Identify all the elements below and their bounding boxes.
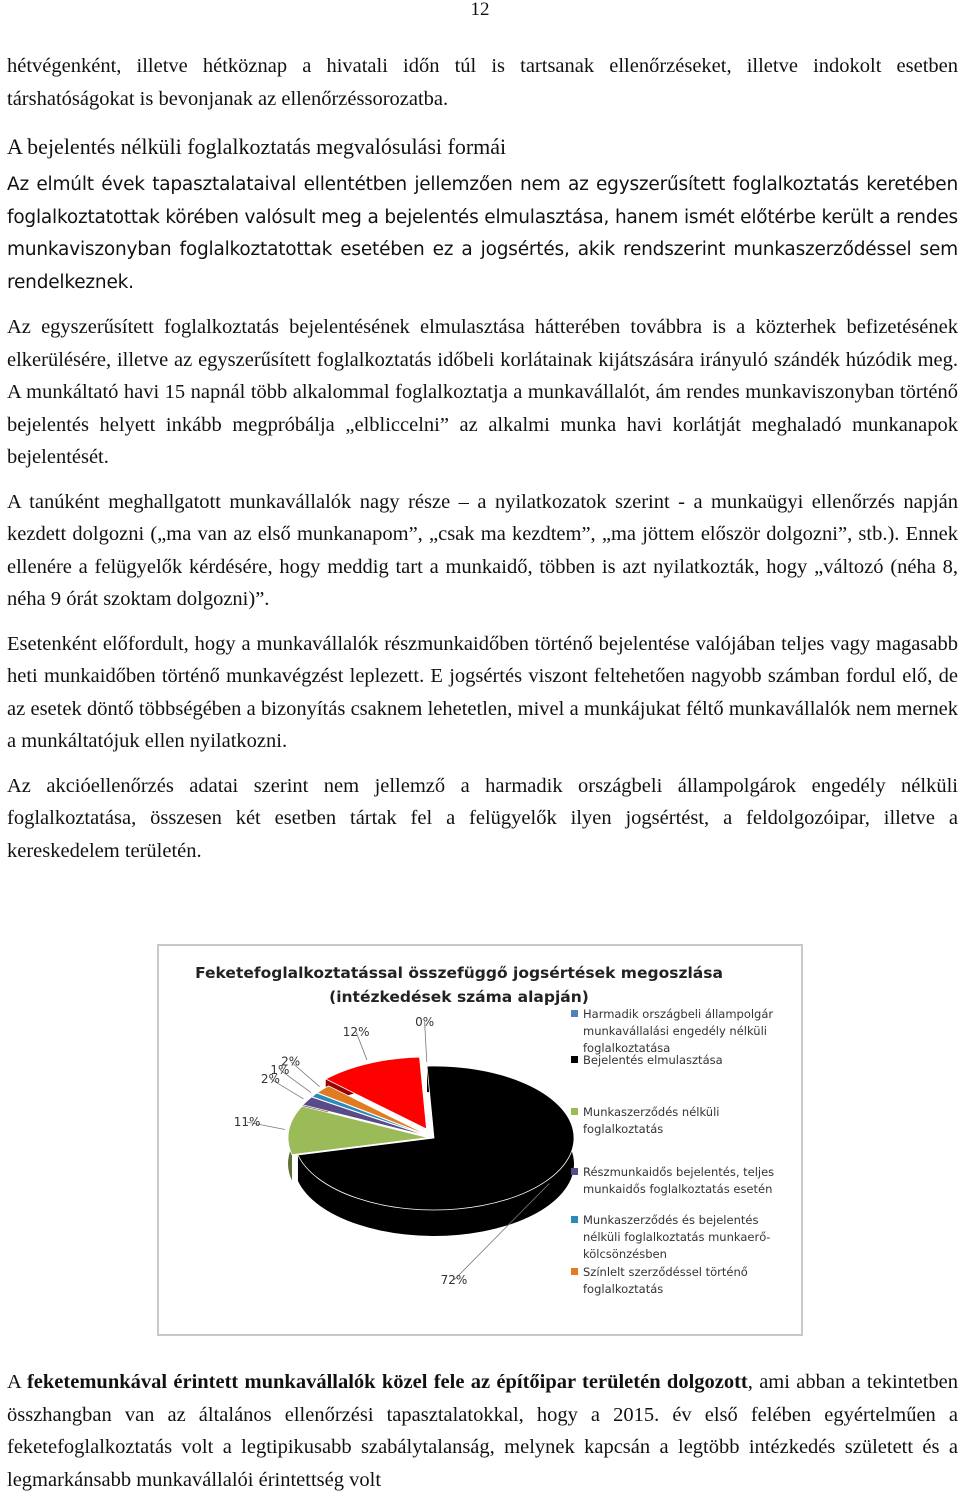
pie-chart-figure	[157, 944, 803, 1336]
pie-data-label: 12%	[342, 1025, 370, 1040]
legend-entry: Színlelt szerződéssel történő	[583, 1265, 748, 1279]
legend-entry: munkavállalási engedély nélküli	[583, 1024, 767, 1038]
legend-entry: foglalkoztatás	[583, 1282, 664, 1296]
pie-data-label: 1%	[270, 1062, 290, 1077]
final-paragraph	[7, 1366, 958, 1496]
legend-entry: foglalkoztatás	[583, 1122, 664, 1136]
page-number: 12	[470, 0, 490, 20]
section-title: A bejelentés nélküli foglalkoztatás megvalósulási formái	[7, 134, 507, 159]
legend-entry: nélküli foglalkoztatás munkaerő-	[583, 1230, 771, 1244]
paragraph-4: Esetenként előfordult, hogy a munkavállalók részmunkaidőben történő bejelentése valójában teljes vagy magasabb heti munkaidőben történő munkavégzést leplezett. E jogsértés viszont feltehetően nagyobb számban fordul elő, de az esetek döntő többségében a bizonyítás csaknem lehetetlen, mivel a munkájukat féltő munkavállalók nem mernek a munkáltatójuk ellen nyilatkozni.	[7, 632, 958, 752]
legend-swatch	[571, 1216, 578, 1223]
pie-data-label: 72%	[440, 1273, 468, 1287]
pie-chart	[159, 946, 801, 1334]
legend-entry: Munkaszerződés és bejelentés	[583, 1213, 759, 1227]
legend-swatch	[571, 1010, 578, 1017]
paragraph-3: A tanúként meghallgatott munkavállalók nagy része – a nyilatkozatok szerint - a munkaügyi ellenőrzés napján kezdett dolgozni („ma van az első munkanapom”, „csak ma kezdtem”, „ma jöttem először dolgozni”, stb.). Ennek ellenére a felügyelők kérdésére, hogy meddig tart a munkaidő, többen is azt nyilatkozták, hogy „változó (néha 8, néha 9 órát szoktam dolgozni)”.	[7, 490, 958, 610]
chart-subtitle: (intézkedések száma alapján)	[329, 988, 589, 1006]
legend-entry: munkaidős foglalkoztatás esetén	[583, 1182, 773, 1196]
legend-entry: Bejelentés elmulasztása	[583, 1053, 723, 1067]
legend-entry: Harmadik országbeli állampolgár	[583, 1007, 774, 1021]
pie-data-label: 0%	[415, 1015, 435, 1030]
chart-title: Feketefoglalkoztatással összefüggő jogsértések megoszlása	[195, 964, 723, 982]
legend-entry: kölcsönzésben	[583, 1247, 667, 1261]
paragraph-5: Az akcióellenőrzés adatai szerint nem jellemző a harmadik országbeli állampolgárok engedély nélküli foglalkoztatása, összesen két esetben tártak fel a felügyelők ilyen jogsértést, a feldolgozóipar, illetve a kereskedelem területén.	[7, 774, 958, 862]
legend-entry: Munkaszerződés nélküli	[583, 1105, 720, 1119]
legend-swatch	[571, 1108, 578, 1115]
intro-paragraph: hétvégenként, illetve hétköznap a hivatali időn túl is tartsanak ellenőrzéseket, illetve indokolt esetben társhatóságokat is bevonjanak az ellenőrzéssorozatba.	[7, 55, 958, 110]
document-body	[7, 50, 958, 879]
legend-swatch	[571, 1268, 578, 1275]
final-paragraph-bold: feketemunkával érintett munkavállalók közel fele az építőipar területén dolgozott	[26, 1371, 748, 1393]
legend-swatch	[571, 1056, 578, 1063]
pie-data-label: 2%	[260, 1071, 280, 1086]
final-paragraph-start: A	[7, 1371, 27, 1393]
final-paragraph-rest: , ami abban a tekintetben összhangban van az általános ellenőrzési tapasztalatokkal, hogy a 2015. év első felében egyértelműen a feketefoglalkoztatás volt a legtipikusabb szabálytalanság, melynek kapcsán a legtöbb intézkedés született és a legmarkánsabb munkavállalói érintettség volt	[7, 1371, 958, 1491]
legend-entry: Részmunkaidős bejelentés, teljes	[583, 1165, 775, 1179]
legend-swatch	[571, 1168, 578, 1175]
pie-data-label: 11%	[233, 1115, 261, 1130]
legend-entry: foglalkoztatása	[583, 1041, 671, 1055]
pie-data-label: 2%	[281, 1054, 301, 1069]
paragraph-1: Az elmúlt évek tapasztalataival ellentétben jellemzően nem az egyszerűsített foglalkoztatás keretében foglalkoztatottak körében valósult meg a bejelentés elmulasztása, hanem ismét előtérbe került a rendes munkaviszonyban foglalkoztatottak esetében ez a jogsértés, akik rendszerint munkaszerződéssel sem rendelkeznek.	[7, 174, 958, 293]
pie-slices	[288, 1057, 574, 1236]
chart-legend	[571, 1007, 774, 1296]
paragraph-2: Az egyszerűsített foglalkoztatás bejelentésének elmulasztása hátterében továbbra is a közterhek befizetésének elkerülésére, illetve az egyszerűsített foglalkoztatás időbeli korlátainak kijátszására irányuló szándék húzódik meg. A munkáltató havi 15 napnál több alkalommal foglalkoztatja a munkavállalót, ám rendes munkaviszonyban történő bejelentés helyett inkább megpróbálja „elbliccelni” az alkalmi munka havi korlátját meghaladó munkanapok bejelentését.	[7, 316, 958, 468]
